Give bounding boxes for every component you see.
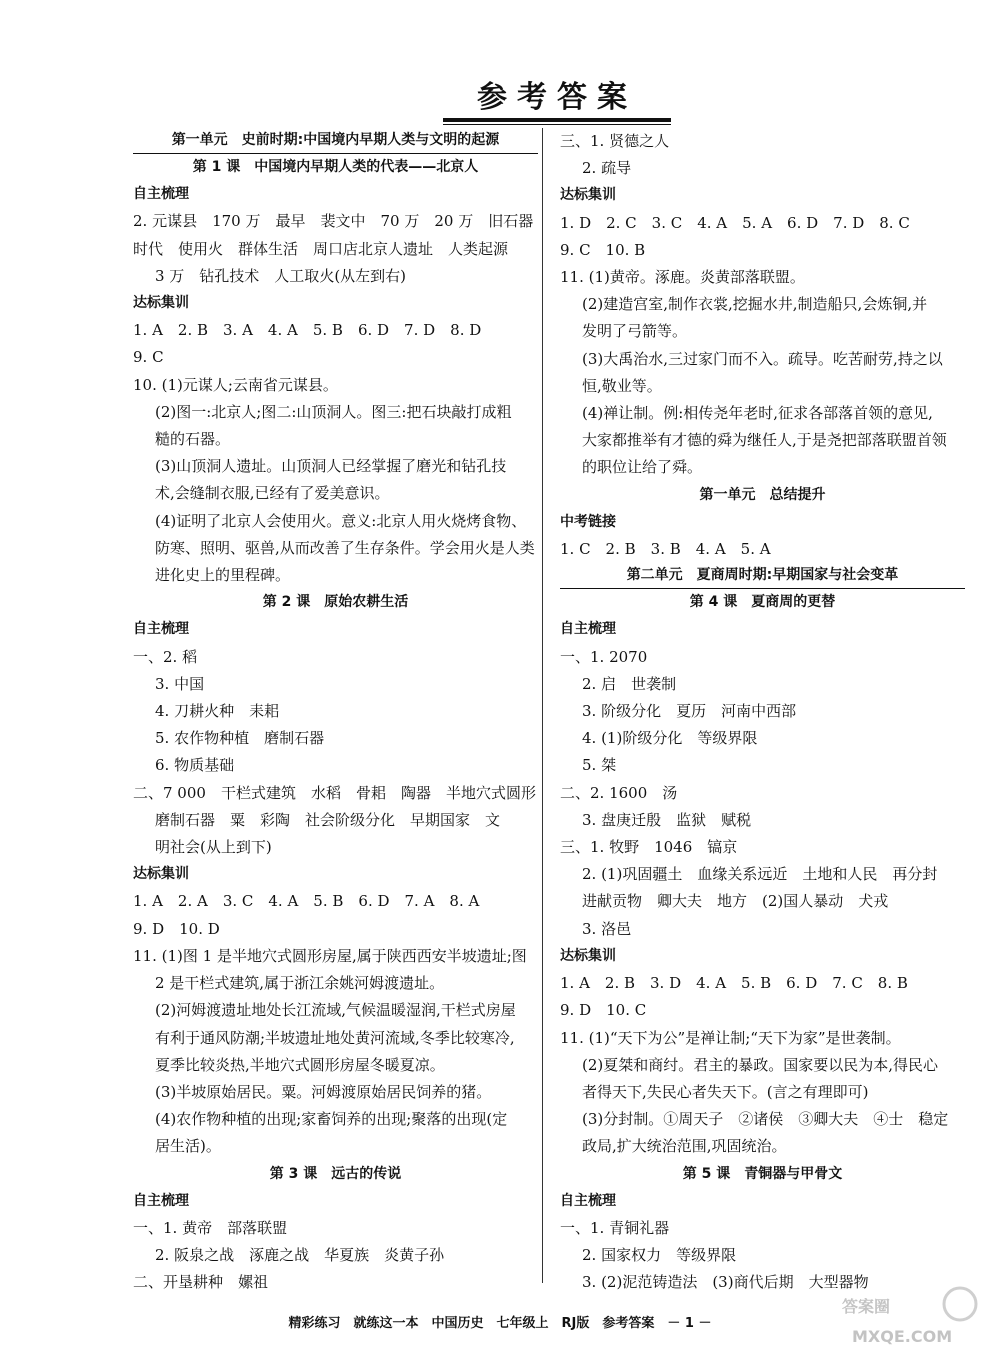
- answer-line: 糙的石器。: [155, 430, 231, 449]
- section-heading: 自主梳理: [560, 621, 616, 638]
- answer-line: 11. (1)图 1 是半地穴式圆形房屋,属于陕西西安半坡遗址;图: [133, 946, 527, 965]
- answer-line: 2 是干栏式建筑,属于浙江余姚河姆渡遗址。: [155, 974, 445, 993]
- lesson-heading: 第一单元 总结提升: [699, 486, 826, 503]
- answer-line: (4)农作物种植的出现;家畜饲养的出现;聚落的出现(定: [155, 1110, 508, 1129]
- answer-line: 进化史上的里程碑。: [155, 566, 291, 585]
- answer-line: 2. 疏导: [582, 159, 632, 178]
- answer-line: 9. D 10. D: [133, 919, 220, 938]
- answer-line: 进献贡物 卿大夫 地方 (2)国人暴动 犬戎: [582, 892, 889, 911]
- lesson-heading: 第 2 课 原始农耕生活: [262, 594, 409, 611]
- answer-line: 6. 物质基础: [155, 756, 235, 775]
- answer-line: 时代 使用火 群体生活 周口店北京人遗址 人类起源: [133, 239, 509, 258]
- watermark-logo-text: 答案圈: [842, 1297, 891, 1316]
- answer-line: 9. C: [133, 348, 164, 367]
- answer-line: 3 万 钻孔技术 人工取火(从左到右): [155, 266, 407, 285]
- answer-line: 夏季比较炎热,半地穴式圆形房屋冬暖夏凉。: [155, 1055, 445, 1074]
- answer-line: (2)夏桀和商纣。君主的暴政。国家要以民为本,得民心: [582, 1055, 939, 1074]
- section-heading: 达标集训: [133, 295, 189, 312]
- answer-line: (3)分封制。①周天子 ②诸侯 ③卿大夫 ④士 稳定: [582, 1110, 949, 1129]
- lesson-heading: 第 3 课 远古的传说: [269, 1165, 402, 1182]
- section-heading: 中考链接: [560, 513, 616, 530]
- answer-line: 1. A 2. B 3. A 4. A 5. B 6. D 7. D 8. D: [133, 321, 482, 340]
- answer-line: 2. 国家权力 等级界限: [582, 1246, 737, 1265]
- left-column: [133, 128, 538, 1297]
- answer-line: 一、1. 2070: [560, 647, 648, 666]
- answer-line: 二、7 000 干栏式建筑 水稻 骨耜 陶器 半地穴式圆形: [133, 783, 536, 802]
- answer-line: 一、1. 青铜礼器: [560, 1218, 670, 1237]
- answer-line: 1. D 2. C 3. C 4. A 5. A 6. D 7. D 8. C: [560, 213, 910, 232]
- answer-line: 发明了弓箭等。: [582, 322, 688, 341]
- title-underline: [443, 118, 671, 125]
- answer-line: 政局,扩大统治范围,巩固统治。: [582, 1137, 787, 1156]
- answer-line: 磨制石器 粟 彩陶 社会阶级分化 早期国家 文: [155, 810, 501, 829]
- answer-line: (3)半坡原始居民。粟。河姆渡原始居民饲养的猪。: [155, 1082, 492, 1101]
- answer-line: 3. (2)泥范铸造法 (3)商代后期 大型器物: [582, 1273, 869, 1292]
- section-heading: 达标集训: [133, 866, 189, 883]
- answer-line: 1. A 2. B 3. D 4. A 5. B 6. D 7. C 8. B: [560, 974, 908, 993]
- answer-line: 11. (1)“天下为公”是禅让制;“天下为家”是世袭制。: [560, 1028, 901, 1047]
- section-heading: 达标集训: [560, 947, 616, 964]
- lesson-heading: 第 5 课 青铜器与甲骨文: [682, 1165, 843, 1182]
- answer-line: 的职位让给了舜。: [582, 458, 703, 477]
- unit-heading: 第二单元 夏商周时期:早期国家与社会变革: [560, 563, 965, 589]
- answer-line: 1. A 2. A 3. C 4. A 5. B 6. D 7. A 8. A: [133, 892, 480, 911]
- answer-line: 2. 启 世袭制: [582, 674, 677, 693]
- answer-line: 一、2. 稻: [133, 647, 198, 666]
- answer-line: (3)山顶洞人遗址。山顶洞人已经掌握了磨光和钻孔技: [155, 457, 507, 476]
- unit-heading: 第一单元 史前时期:中国境内早期人类与文明的起源: [133, 128, 538, 154]
- answer-line: 3. 盘庚迁殷 监狱 赋税: [582, 810, 752, 829]
- answer-line: 有利于通风防潮;半坡遗址地处黄河流域,冬季比较寒冷,: [155, 1028, 515, 1047]
- answer-line: 4. (1)阶级分化 等级界限: [582, 729, 758, 748]
- column-divider: [542, 128, 543, 1283]
- answer-line: 一、1. 黄帝 部落联盟: [133, 1218, 288, 1237]
- section-heading: 达标集训: [560, 187, 616, 204]
- answer-line: 防寒、照明、驱兽,从而改善了生存条件。学会用火是人类: [155, 538, 535, 557]
- answer-line: 5. 桀: [582, 756, 617, 775]
- answer-line: 三、1. 贤德之人: [560, 132, 670, 150]
- answer-line: (2)图一:北京人;图二:山顶洞人。图三:把石块敲打成粗: [155, 402, 512, 421]
- answer-line: 2. (1)巩固疆土 血缘关系远近 土地和人民 再分封: [582, 865, 938, 884]
- answer-line: 居生活)。: [155, 1137, 221, 1156]
- answer-line: 二、2. 1600 汤: [560, 783, 678, 802]
- section-heading: 自主梳理: [560, 1192, 616, 1209]
- answer-line: 3. 阶级分化 夏历 河南中西部: [582, 702, 797, 721]
- answer-line: (2)建造宫室,制作衣裳,挖掘水井,制造船只,会炼铜,并: [582, 295, 928, 314]
- answer-line: (4)禅让制。例:相传尧年老时,征求各部落首领的意见,: [582, 404, 933, 423]
- watermark-circle-icon: [944, 1288, 976, 1320]
- right-column: [560, 128, 965, 1297]
- answer-line: 5. 农作物种植 磨制石器: [155, 729, 325, 748]
- answer-line: 者得天下,失民心者失天下。(言之有理即可): [582, 1082, 869, 1101]
- section-heading: 自主梳理: [133, 186, 189, 203]
- answer-line: 9. D 10. C: [560, 1001, 647, 1020]
- watermark-site: MXQE.COM: [852, 1327, 953, 1346]
- answer-line: 2. 阪泉之战 涿鹿之战 华夏族 炎黄子孙: [155, 1246, 445, 1265]
- answer-line: 9. C 10. B: [560, 240, 646, 259]
- answer-line: 4. 刀耕火种 耒耜: [155, 702, 280, 721]
- answer-line: (2)河姆渡遗址地处长江流域,气候温暖湿润,干栏式房屋: [155, 1001, 516, 1020]
- lesson-heading: 第 4 课 夏商周的更替: [689, 594, 836, 611]
- watermark-logo: [822, 1282, 982, 1352]
- answer-line: 10. (1)元谋人;云南省元谋县。: [133, 375, 338, 394]
- answer-line: 3. 中国: [155, 674, 205, 693]
- page-title: 参考答案: [477, 80, 637, 115]
- answer-line: 3. 洛邑: [582, 919, 632, 938]
- answer-line: 二、开垦耕种 嫘祖: [133, 1273, 269, 1292]
- answer-line: 2. 元谋县 170 万 最早 裴文中 70 万 20 万 旧石器: [133, 212, 534, 231]
- answer-line: 11. (1)黄帝。涿鹿。炎黄部落联盟。: [560, 268, 805, 287]
- answer-line: 1. C 2. B 3. B 4. A 5. A: [560, 540, 771, 559]
- answer-line: 明社会(从上到下): [155, 838, 272, 857]
- section-heading: 自主梳理: [133, 621, 189, 638]
- section-heading: 自主梳理: [133, 1192, 189, 1209]
- answer-line: 大家都推举有才德的舜为继任人,于是尧把部落联盟首领: [582, 431, 947, 450]
- answer-line: 术,会缝制衣服,已经有了爱美意识。: [155, 484, 390, 503]
- answer-line: (3)大禹治水,三过家门而不入。疏导。吃苦耐劳,持之以: [582, 349, 943, 368]
- answer-line: (4)证明了北京人会使用火。意义:北京人用火烧烤食物、: [155, 511, 527, 530]
- answer-line: 三、1. 牧野 1046 镐京: [560, 838, 738, 857]
- answer-line: 恒,敬业等。: [582, 376, 662, 395]
- lesson-heading: 第 1 课 中国境内早期人类的代表——北京人: [192, 159, 479, 175]
- page-footer: 精彩练习 就练这一本 中国历史 七年级上 RJ版 参考答案 － 1 －: [288, 1316, 712, 1331]
